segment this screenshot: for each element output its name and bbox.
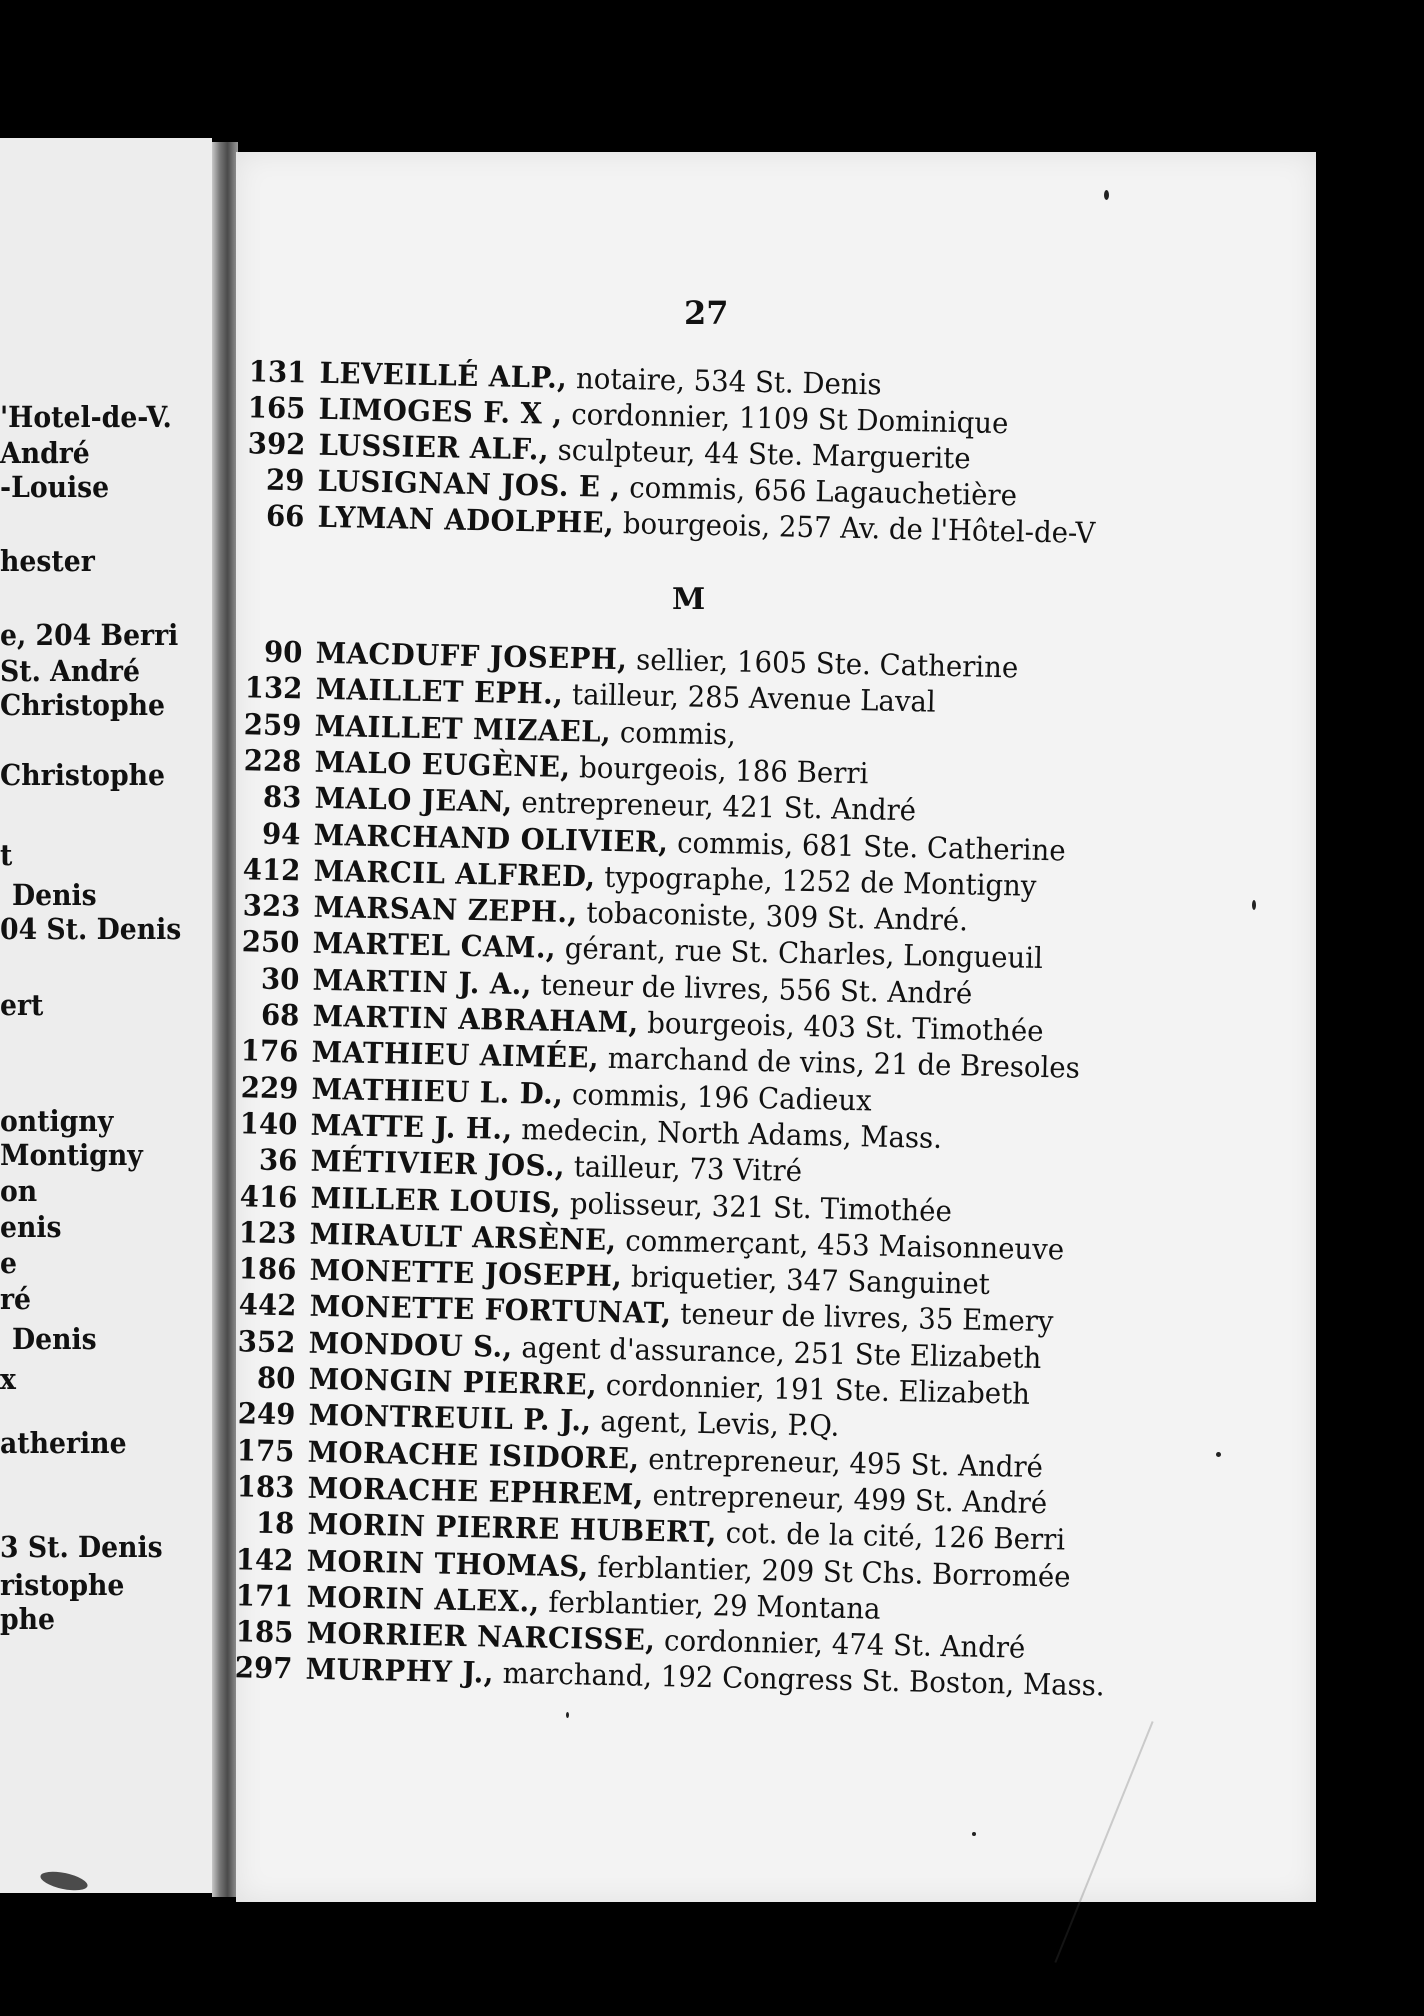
left-page-line: Christophe: [0, 688, 165, 722]
entry-number: 66: [265, 498, 305, 534]
entry-details: teneur de livres, 35 Emery: [670, 1296, 1054, 1339]
entry-details: ferblantier, 29 Montana: [539, 1584, 881, 1626]
left-page-line: e: [0, 1246, 17, 1280]
left-page-line: t: [0, 838, 13, 872]
entry-name: MARCIL ALFRED,: [313, 853, 596, 894]
entry-number: 259: [243, 706, 303, 743]
entry-number: 228: [243, 743, 302, 779]
entry-details: ferblantier, 209 St Chs. Borromée: [588, 1549, 1072, 1594]
entry-name: MARTIN ABRAHAM,: [311, 998, 639, 1040]
entry-number: 229: [240, 1069, 299, 1106]
entry-name: MAILLET MIZAEL,: [314, 708, 612, 749]
entry-details: sculpteur, 44 Ste. Marguerite: [548, 432, 971, 476]
entry-name: MIRAULT ARSÈNE,: [309, 1216, 618, 1257]
entry-name: MONGIN PIERRE,: [308, 1361, 598, 1402]
entry-number: 323: [242, 888, 301, 924]
left-page-line: on: [0, 1174, 38, 1208]
entry-number: 68: [260, 997, 300, 1033]
left-page-line: ré: [0, 1282, 32, 1316]
entry-name: LUSSIER ALF.,: [318, 427, 550, 467]
entry-details: typographe, 1252 de Montigny: [595, 859, 1037, 903]
entry-details: entrepreneur, 499 St. André: [643, 1477, 1048, 1521]
entry-number: 352: [237, 1323, 297, 1360]
left-page-line: ontigny: [0, 1104, 114, 1138]
entry-details: sellier, 1605 Ste. Catherine: [627, 642, 1019, 685]
entry-details: agent, Levis, P.Q.: [590, 1403, 840, 1444]
section-letter: M: [672, 582, 706, 617]
left-page-line: enis: [0, 1210, 62, 1244]
left-page-line: St. André: [0, 654, 140, 688]
entry-name: MATHIEU L. D.,: [311, 1071, 564, 1111]
entry-number: 131: [248, 354, 307, 390]
entry-number: 175: [236, 1432, 296, 1469]
left-page-line: phe: [0, 1602, 56, 1636]
left-page-line: atherine: [0, 1426, 127, 1460]
entry-details: tailleur, 285 Avenue Laval: [562, 677, 936, 719]
entry-name: LUSIGNAN JOS. E ,: [317, 463, 622, 505]
entry-name: MALO EUGÈNE,: [314, 744, 571, 784]
entry-name: MONTREUIL P. J.,: [307, 1398, 592, 1438]
left-page-line: hester: [0, 544, 95, 578]
left-page-line: André: [0, 436, 90, 470]
entry-number: 185: [235, 1614, 294, 1650]
entry-details: polisseur, 321 St. Timothée: [560, 1185, 952, 1228]
left-page-fragment: [0, 138, 212, 1893]
entry-number: 183: [236, 1469, 295, 1505]
entry-name: MILLER LOUIS,: [310, 1180, 562, 1220]
page-number: 27: [684, 294, 729, 332]
left-page-line: ristophe: [0, 1568, 125, 1602]
entry-name: MONETTE FORTUNAT,: [309, 1289, 672, 1331]
entry-details: agent d'assurance, 251 Ste Elizabeth: [512, 1329, 1042, 1375]
entry-name: LIMOGES F. X ,: [318, 391, 564, 431]
entry-details: cordonnier, 191 Ste. Elizabeth: [596, 1367, 1031, 1411]
entry-number: 416: [239, 1178, 298, 1214]
entry-name: MARCHAND OLIVIER,: [313, 817, 670, 859]
entry-number: 249: [237, 1396, 296, 1432]
entry-name: LYMAN ADOLPHE,: [316, 499, 615, 540]
entry-details: tailleur, 73 Vitré: [564, 1149, 803, 1189]
entry-number: 165: [247, 390, 307, 426]
entry-name: MARSAN ZEPH.,: [312, 889, 578, 930]
entry-details: bourgeois, 403 St. Timothée: [637, 1005, 1044, 1049]
entry-number: 132: [244, 670, 303, 706]
entry-number: 18: [255, 1505, 295, 1541]
entry-number: 29: [265, 462, 305, 498]
left-page-line: Christophe: [0, 758, 165, 792]
entry-name: MORRIER NARCISSE,: [305, 1615, 656, 1658]
entry-name: LEVEILLÉ ALP.,: [319, 355, 568, 395]
left-page-line: 3 St. Denis: [0, 1530, 163, 1564]
entry-name: MORIN THOMAS,: [306, 1543, 590, 1584]
entry-name: MACDUFF JOSEPH,: [315, 635, 628, 677]
entry-number: 123: [238, 1215, 298, 1251]
entry-details: bourgeois, 186 Berri: [570, 749, 869, 791]
paper-scratch: [1054, 1721, 1153, 1963]
left-page-line: 'Hotel-de-V.: [0, 400, 172, 434]
entry-details: gérant, rue St. Charles, Longueuil: [555, 931, 1044, 976]
entry-number: 90: [263, 634, 303, 670]
left-page-line: ert: [0, 988, 44, 1022]
entry-details: tobaconiste, 309 St. André.: [576, 895, 968, 938]
entry-details: commis, 656 Lagauchetière: [620, 470, 1018, 513]
directory-page: [236, 152, 1316, 1902]
entry-details: medecin, North Adams, Mass.: [512, 1111, 943, 1155]
entry-number: 36: [258, 1142, 298, 1178]
entry-details: briquetier, 347 Sanguinet: [622, 1259, 991, 1302]
entry-number: 442: [238, 1287, 297, 1323]
entry-details: commis, 681 Ste. Catherine: [668, 824, 1067, 867]
entry-number: 176: [240, 1033, 299, 1069]
left-page-line: x: [0, 1362, 16, 1396]
entry-details: cot. de la cité, 126 Berri: [716, 1515, 1066, 1557]
left-page-line: e, 204 Berri: [0, 618, 179, 652]
entry-name: MURPHY J.,: [305, 1652, 495, 1691]
entry-name: MATTE J. H.,: [310, 1107, 514, 1146]
entry-name: MAILLET EPH.,: [314, 672, 564, 712]
entry-details: cordonnier, 474 St. André: [654, 1623, 1026, 1665]
entry-name: MORACHE EPHREM,: [307, 1470, 645, 1512]
entry-number: 142: [235, 1541, 294, 1577]
entry-number: 392: [247, 426, 306, 462]
entry-name: MÉTIVIER JOS.,: [310, 1143, 566, 1184]
entry-number: 250: [241, 924, 300, 960]
entry-name: MORACHE ISIDORE,: [307, 1434, 641, 1476]
entry-number: 94: [261, 816, 301, 851]
entry-details: bourgeois, 257 Av. de l'Hôtel-de-V: [613, 505, 1096, 550]
entry-details: commis,: [611, 714, 737, 752]
entry-number: 412: [242, 852, 301, 888]
entry-name: MONETTE JOSEPH,: [309, 1252, 623, 1294]
entry-number: 140: [239, 1106, 299, 1142]
entry-number: 83: [262, 779, 302, 815]
entry-name: MARTEL CAM.,: [312, 926, 557, 966]
entry-number: 297: [234, 1650, 293, 1686]
entry-number: 171: [235, 1578, 294, 1614]
entry-details: marchand, 192 Congress St. Boston, Mass.: [493, 1656, 1106, 1703]
entry-details: entrepreneur, 421 St. André: [511, 785, 916, 828]
entry-name: MONDOU S.,: [308, 1325, 514, 1364]
entry-details: notaire, 534 St. Denis: [566, 360, 882, 402]
entry-name: MATHIEU AIMÉE,: [311, 1035, 600, 1076]
entry-name: MORIN ALEX.,: [306, 1579, 540, 1619]
entry-name: MALO JEAN,: [313, 780, 513, 820]
left-page-line: -Louise: [0, 470, 110, 504]
entry-name: MARTIN J. A.,: [312, 962, 533, 1001]
left-page-line: Denis: [12, 1322, 97, 1356]
left-page-line: Denis: [12, 878, 97, 912]
left-page-line: 04 St. Denis: [0, 912, 182, 946]
entry-details: commerçant, 453 Maisonneuve: [616, 1222, 1065, 1267]
entry-details: cordonnier, 1109 St Dominique: [562, 396, 1010, 441]
entry-details: teneur de livres, 556 St. André: [531, 966, 973, 1011]
entry-number: 30: [260, 961, 300, 997]
entry-number: 80: [256, 1360, 296, 1396]
entry-details: commis, 196 Cadieux: [562, 1076, 872, 1118]
entry-name: MORIN PIERRE HUBERT,: [306, 1506, 717, 1550]
entry-details: marchand de vins, 21 de Bresoles: [598, 1041, 1081, 1086]
left-page-line: Montigny: [0, 1138, 143, 1172]
entry-details: entrepreneur, 495 St. André: [639, 1441, 1044, 1484]
ink-smudge: [39, 1868, 89, 1894]
entry-number: 186: [238, 1251, 297, 1287]
